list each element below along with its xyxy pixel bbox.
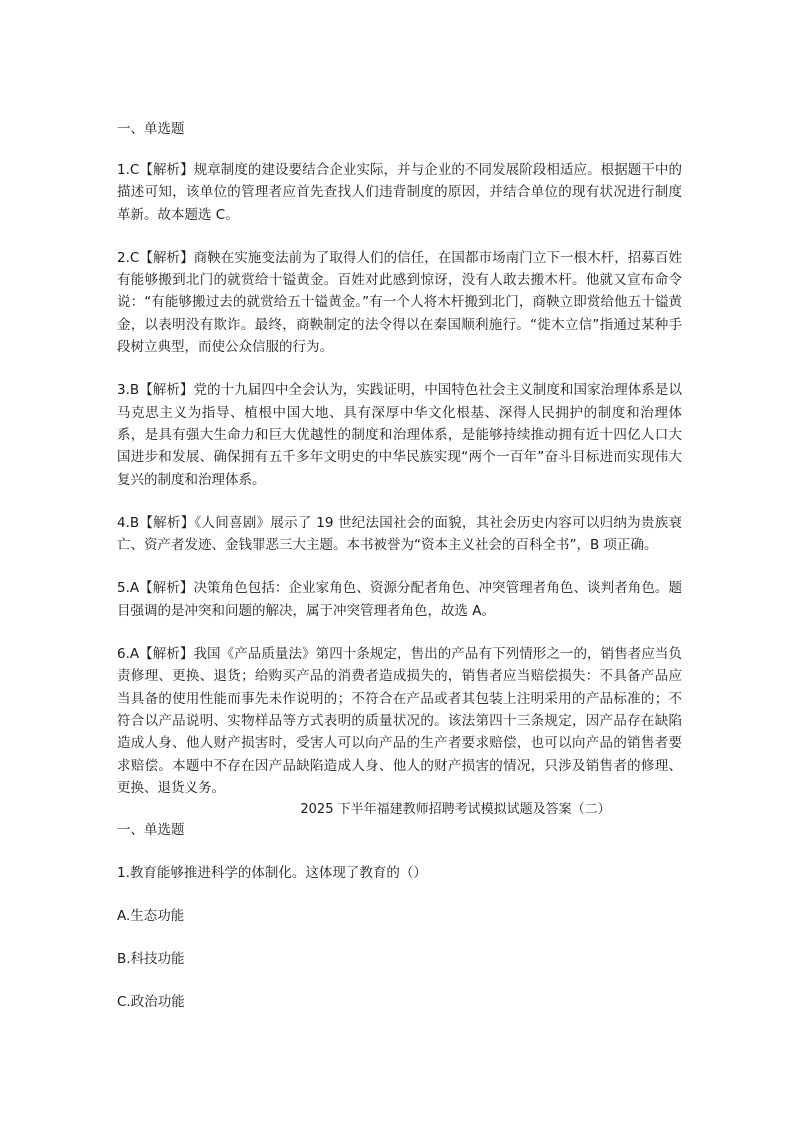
answer-paragraph-4: 4.B【解析】《人间喜剧》展示了 19 世纪法国社会的面貌，其社会历史内容可以归纳为贵族衰亡、资产者发迹、金钱罪恶三大主题。本书被誉为“资本主义社会的百科全书”，B 项正确。 <box>117 514 682 554</box>
option-b: B.科技功能 <box>117 951 185 968</box>
answer-paragraph-2: 2.C【解析】商鞅在实施变法前为了取得人们的信任，在国都市场南门立下一根木杆，招募百姓有能够搬到北门的就赏给十镒黄金。百姓对此感到惊讶，没有人敢去搬木杆。他就又宣布命令说：“有能够搬过去的就赏给五十镒黄金。”有一个人将木杆搬到北门，商鞅立即赏给他五十镒黄金，以表明没有欺诈。最终，商鞅制定的法令得以在秦国顺利施行。“徙木立信”指通过某种手段树立典型，而使公众信服的行为。 <box>117 249 682 356</box>
option-a: A.生态功能 <box>117 908 185 925</box>
section-heading: 一、单选题 <box>117 121 185 137</box>
answer-paragraph-1: 1.C【解析】规章制度的建设要结合企业实际，并与企业的不同发展阶段相适应。根据题干中的描述可知，该单位的管理者应首先查找人们违背制度的原因，并结合单位的现有状况进行制度革新。故本题选 C。 <box>117 162 682 223</box>
answer-paragraph-6: 6.A【解析】我国《产品质量法》第四十条规定，售出的产品有下列情形之一的，销售者应当负责修理、更换、退货；给购买产品的消费者造成损失的，销售者应当赔偿损失：不具备产品应当具备的使用性能而事先未作说明的；不符合在产品或者其包装上注明采用的产品标准的；不符合以产品说明、实物样品等方式表明的质量状况的。该法第四十三条规定，因产品存在缺陷造成人身、他人财产损害时，受害人可以向产品的生产者要求赔偿，也可以向产品的销售者要求赔偿。本题中不存在因产品缺陷造成人身、他人的财产损害的情况，只涉及销售者的修理、更换、退货义务。 <box>117 646 682 796</box>
answer-paragraph-3: 3.B【解析】党的十九届四中全会认为，实践证明，中国特色社会主义制度和国家治理体系是以马克思主义为指导、植根中国大地、具有深厚中华文化根基、深得人民拥护的制度和治理体系，是具有强大生命力和巨大优越性的制度和治理体系，是能够持续推动拥有近十四亿人口大国进步和发展、确保拥有五千多年文明史的中华民族实现“两个一百年”奋斗目标进而实现伟大复兴的制度和治理体系。 <box>117 382 682 488</box>
exam-title: 2025 下半年福建教师招聘考试模拟试题及答案（二） <box>300 802 611 818</box>
option-c: C.政治功能 <box>117 994 185 1011</box>
answer-paragraph-5: 5.A【解析】决策角色包括：企业家角色、资源分配者角色、冲突管理者角色、谈判者角色。题目强调的是冲突和问题的解决，属于冲突管理者角色，故选 A。 <box>117 580 682 619</box>
question-1: 1.教育能够推进科学的体制化。这体现了教育的（） <box>117 865 427 882</box>
exam-section-heading: 一、单选题 <box>117 822 185 839</box>
